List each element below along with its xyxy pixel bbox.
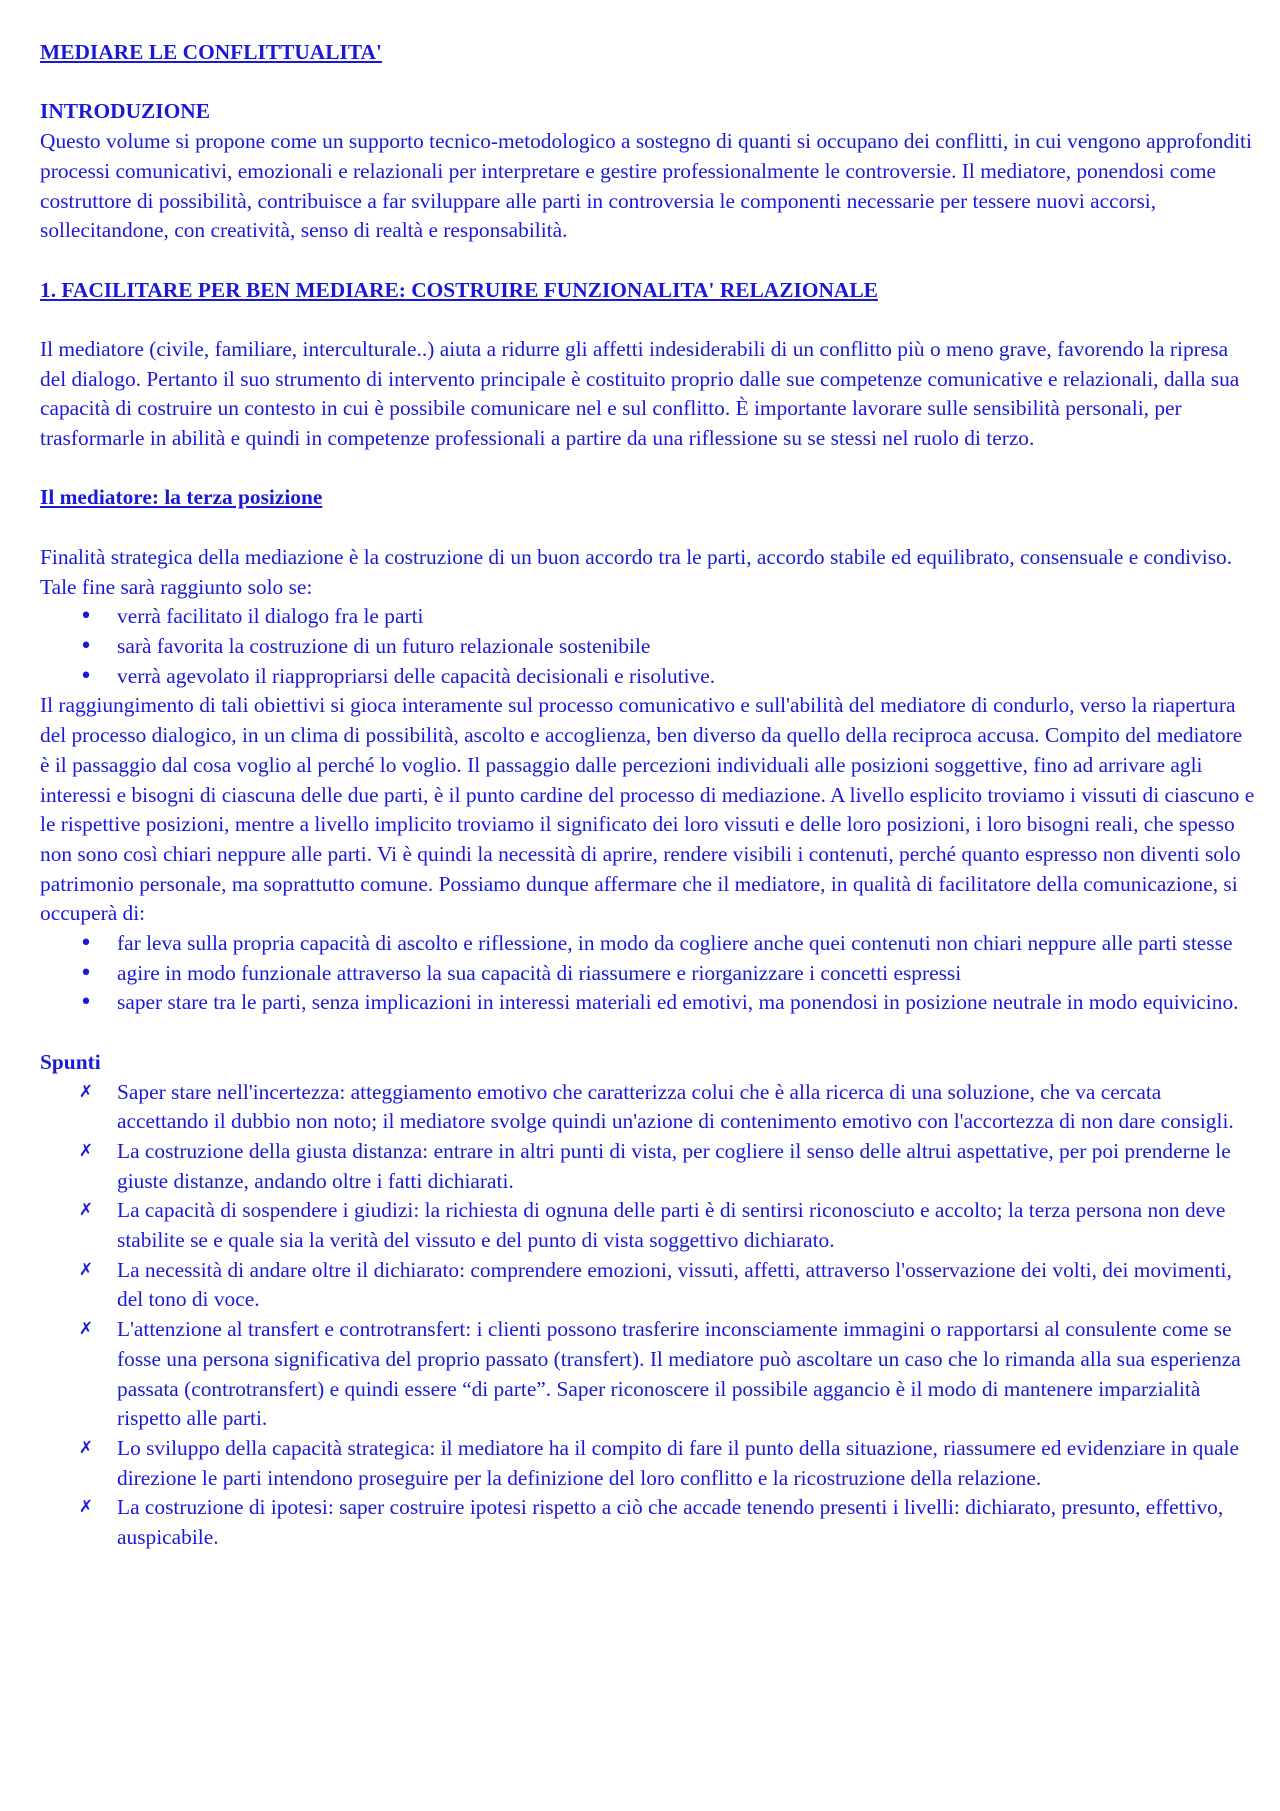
- list-item: [40, 988, 1255, 1018]
- spacer: [40, 305, 1255, 335]
- list-item: [40, 929, 1255, 959]
- spacer: [40, 68, 1255, 98]
- section1-heading: 1. FACILITARE PER BEN MEDIARE: COSTRUIRE FUNZIONALITA' RELAZIONALE: [40, 277, 878, 302]
- list-item-text: far leva sulla propria capacità di ascolto e riflessione, in modo da cogliere anche quei contenuti non chiari neppure alle parti stesse: [117, 931, 1233, 956]
- cross-mark-icon: ✗: [78, 1437, 94, 1458]
- terza-intro-paragraph: Finalità strategica della mediazione è la costruzione di un buon accordo tra le parti, accordo stabile ed equilibrato, consensuale e condiviso. Tale fine sarà raggiunto solo se:: [40, 544, 1233, 599]
- list-item-text: verrà facilitato il dialogo fra le parti: [117, 604, 424, 629]
- cross-mark-icon: ✗: [78, 1140, 94, 1161]
- bullet-icon: •: [79, 990, 93, 1016]
- terza-posizione-heading: Il mediatore: la terza posizione: [40, 485, 323, 510]
- spacer: [40, 454, 1255, 484]
- list-item: [40, 959, 1255, 989]
- document-page: [40, 38, 1255, 1553]
- bullet-icon: •: [79, 633, 93, 659]
- cross-mark-icon: ✗: [78, 1081, 94, 1102]
- list-item-text: agire in modo funzionale attraverso la sua capacità di riassumere e riorganizzare i concetti espressi: [117, 960, 962, 985]
- list-item: [40, 1256, 1255, 1315]
- list-item-text: L'attenzione al transfert e controtransfert: i clienti possono trasferire inconsciamente immagini o rapportarsi al consulente come se fosse una persona significativa del proprio passato (transfert). Il mediatore può ascoltare un caso che lo rimanda alla sua esperienza passata (controtransfert) e quindi essere “di parte”. Saper riconoscere il possibile aggancio è il modo di mantenere imparzialità rispetto alle parti.: [117, 1317, 1241, 1431]
- spunti-list: [40, 1078, 1255, 1553]
- list-item: [40, 662, 1255, 692]
- list-item-text: Lo sviluppo della capacità strategica: il mediatore ha il compito di fare il punto della situazione, riassumere ed evidenziare in quale direzione le parti intendono proseguire per la definizione del loro conflitto e la ricostruzione della relazione.: [117, 1435, 1239, 1490]
- list-item-text: verrà agevolato il riappropriarsi delle capacità decisionali e risolutive.: [117, 663, 716, 688]
- terza-body-paragraph: Il raggiungimento di tali obiettivi si gioca interamente sul processo comunicativo e sull'abilità del mediatore di condurlo, verso la riapertura del processo dialogico, in un clima di possibilità, ascolto e accoglienza, ben diverso da quello della reciproca accusa. Compito del mediatore è il passaggio dal cosa voglio al perché lo voglio. Il passaggio dalle percezioni individuali alle posizioni soggettive, fino ad arrivare agli interessi e bisogni di ciascuna delle due parti, è il punto cardine del processo di mediazione. A livello esplicito troviamo i vissuti di ciascuno e le rispettive posizioni, mentre a livello implicito troviamo il significato dei loro vissuti e delle loro posizioni, i loro bisogni reali, che spesso non sono così chiari neppure alle parti. Vi è quindi la necessità di aprire, rendere visibili i contenuti, perché quanto espresso non diventi solo patrimonio personale, ma soprattutto comune. Possiamo dunque affermare che il mediatore, in qualità di facilitatore della comunicazione, si occuperà di:: [40, 693, 1255, 926]
- document-title: MEDIARE LE CONFLITTUALITA': [40, 40, 382, 64]
- spunti-heading: Spunti: [40, 1049, 101, 1074]
- list-item-text: Saper stare nell'incertezza: atteggiamento emotivo che caratterizza colui che è alla ricerca di una soluzione, che va cercata accettando il dubbio non noto; il mediatore svolge quindi un'azione di contenimento emotivo con l'accortezza di non dare consigli.: [117, 1079, 1234, 1134]
- list-item: [40, 1137, 1255, 1196]
- list-item-text: saper stare tra le parti, senza implicazioni in interessi materiali ed emotivi, ma ponendosi in posizione neutrale in modo equivicino.: [117, 990, 1239, 1015]
- list-item: [40, 1315, 1255, 1434]
- spacer: [40, 246, 1255, 276]
- bullet-icon: •: [79, 960, 93, 986]
- list-item: [40, 1493, 1255, 1552]
- cross-mark-icon: ✗: [78, 1200, 94, 1221]
- intro-heading: INTRODUZIONE: [40, 99, 210, 124]
- intro-paragraph: Questo volume si propone come un supporto tecnico-metodologico a sostegno di quanti si occupano dei conflitti, in cui vengono approfonditi processi comunicativi, emozionali e relazionali per interpretare e gestire professionalmente le controversie. Il mediatore, ponendosi come costruttore di possibilità, contribuisce a far sviluppare alle parti in controversia le componenti necessarie per tessere nuovi accorsi, sollecitandone, con creatività, senso di realtà e responsabilità.: [40, 129, 1252, 243]
- section1-paragraph: Il mediatore (civile, familiare, interculturale..) aiuta a ridurre gli affetti indesiderabili di un conflitto più o meno grave, favorendo la ripresa del dialogo. Pertanto il suo strumento di intervento principale è costituito proprio dalle sue competenze comunicative e relazionali, dalla sua capacità di costruire un contesto in cui è possibile comunicare nel e sul conflitto. È importante lavorare sulle sensibilità personali, per trasformarle in abilità e quindi in competenze professionali a partire da una riflessione su se stessi nel ruolo di terzo.: [40, 336, 1240, 451]
- bullet-icon: •: [79, 663, 93, 689]
- list-item: [40, 602, 1255, 632]
- goals-list: [40, 602, 1255, 691]
- spacer: [40, 513, 1255, 543]
- list-item-text: sarà favorita la costruzione di un futuro relazionale sostenibile: [117, 633, 651, 658]
- list-item: [40, 1434, 1255, 1493]
- cross-mark-icon: ✗: [78, 1319, 94, 1340]
- list-item: [40, 632, 1255, 662]
- cross-mark-icon: ✗: [78, 1259, 94, 1280]
- list-item-text: La costruzione della giusta distanza: entrare in altri punti di vista, per cogliere il senso delle altrui aspettative, per poi prenderne le giuste distanze, andando oltre i fatti dichiarati.: [117, 1138, 1231, 1193]
- spacer: [40, 1018, 1255, 1048]
- list-item-text: La costruzione di ipotesi: saper costruire ipotesi rispetto a ciò che accade tenendo presenti i livelli: dichiarato, presunto, effettivo, auspicabile.: [117, 1495, 1224, 1550]
- list-item: [40, 1196, 1255, 1255]
- list-item: [40, 1078, 1255, 1137]
- list-item-text: La capacità di sospendere i giudizi: la richiesta di ognuna delle parti è di sentirsi riconosciuto e accolto; la terza persona non deve stabilite se e quale sia la verità del vissuto e del punto di vista soggettivo dichiarato.: [117, 1198, 1226, 1253]
- cross-mark-icon: ✗: [78, 1497, 94, 1518]
- list-item-text: La necessità di andare oltre il dichiarato: comprendere emozioni, vissuti, affetti, attraverso l'osservazione dei volti, dei movimenti, del tono di voce.: [117, 1257, 1232, 1312]
- bullet-icon: •: [79, 604, 93, 630]
- bullet-icon: •: [79, 931, 93, 957]
- mediator-tasks-list: [40, 929, 1255, 1018]
